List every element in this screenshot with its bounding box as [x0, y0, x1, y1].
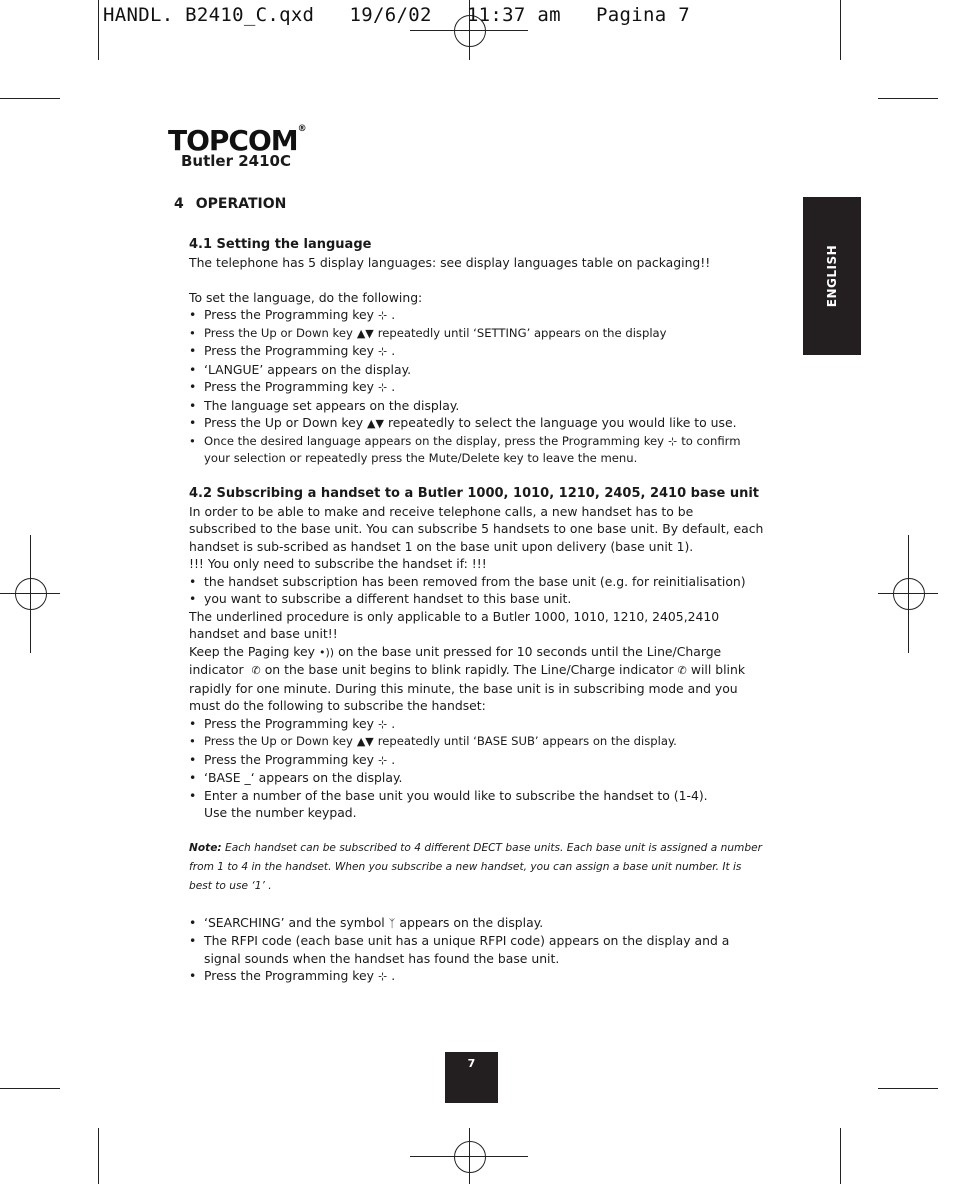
page-number: 7 — [445, 1052, 498, 1103]
list-item: • ‘BASE _‘ appears on the display. — [189, 769, 764, 787]
list-item: • Enter a number of the base unit you would like to subscribe the handset to (1-4). Use the number keypad. — [189, 787, 764, 822]
paragraph: !!! You only need to subscribe the handset if: !!! — [189, 556, 487, 571]
list-item: • you want to subscribe a different handset to this base unit. — [189, 590, 764, 608]
programming-key-icon: ⊹ — [377, 381, 388, 394]
list-item: • The language set appears on the display. — [189, 397, 764, 415]
list-item: • Press the Up or Down key ▲▼ repeatedly until ‘SETTING’ appears on the display — [189, 325, 764, 343]
crop-mark — [878, 98, 938, 99]
crop-mark — [98, 1128, 99, 1184]
programming-key-icon: ⊹ — [377, 753, 388, 767]
brand-logo: TOPCOM® — [168, 124, 307, 157]
registration-mark — [454, 1141, 486, 1173]
subsection-heading: 4.2 Subscribing a handset to a Butler 1000, 1010, 1210, 2405, 2410 base unit — [189, 486, 760, 501]
line-charge-icon: ✆ — [677, 664, 687, 677]
list-item: • Press the Programming key ⊹ . — [189, 751, 764, 770]
language-tab: ENGLISH — [803, 197, 861, 355]
list-item: • Press the Programming key ⊹ . — [189, 306, 764, 325]
list-item: • Press the Programming key ⊹ . — [189, 378, 764, 397]
up-down-arrows-icon: ▲▼ — [356, 735, 374, 748]
list-item: • Press the Programming key ⊹ . — [189, 342, 764, 361]
crop-mark — [878, 1088, 938, 1089]
subsection-heading: 4.1 Setting the language — [189, 237, 372, 252]
list-item: • Press the Up or Down key ▲▼ repeatedly until ‘BASE SUB’ appears on the display. — [189, 733, 764, 751]
list-item: • Press the Programming key ⊹ . — [189, 967, 764, 986]
file-slug: HANDL. B2410_C.qxd 19/6/02 11:37 am Pagina 7 — [103, 4, 690, 26]
up-down-arrows-icon: ▲▼ — [356, 326, 374, 340]
paragraph: In order to be able to make and receive telephone calls, a new handset has to be subscribed to the base unit. You can subscribe 5 handsets to one base unit. By default, each handset is sub-scribed as handset 1 on the base unit upon delivery (base unit 1). — [189, 503, 764, 554]
crop-mark — [840, 0, 841, 60]
paragraph: To set the language, do the following: — [189, 289, 423, 305]
programming-key-icon: ⊹ — [377, 970, 388, 983]
programming-key-icon: ⊹ — [668, 434, 678, 448]
programming-key-icon: ⊹ — [377, 309, 388, 322]
programming-key-icon: ⊹ — [377, 717, 388, 731]
page-content — [189, 236, 764, 986]
crop-mark — [0, 98, 60, 99]
section-heading: 4 OPERATION — [174, 196, 287, 212]
registration-mark — [893, 578, 925, 610]
registration-mark — [15, 578, 47, 610]
list-item: • ‘SEARCHING’ and the symbol ᛉ appears on the display. — [189, 914, 764, 933]
crop-mark — [0, 1088, 60, 1089]
up-down-arrows-icon: ▲▼ — [367, 417, 384, 430]
paragraph: The telephone has 5 display languages: see display languages table on packaging!! — [189, 254, 711, 270]
paging-key-icon: •)) — [319, 645, 335, 659]
list-item: • Once the desired language appears on the display, press the Programming key ⊹ to confirm your selection or repeatedly press the Mute/Delete key to leave the menu. — [189, 433, 764, 468]
antenna-symbol-icon: ᛉ — [388, 916, 396, 930]
crop-mark — [98, 0, 99, 60]
list-item: • the handset subscription has been removed from the base unit (e.g. for reinitialisation) — [189, 573, 764, 591]
list-item: • The RFPI code (each base unit has a unique RFPI code) appears on the display and a signal sounds when the handset has found the base unit. — [189, 932, 764, 967]
note: Note: Each handset can be subscribed to 4 different DECT base units. Each base unit is assigned a number from 1 to 4 in the handset. When you subscribe a new handset, you can assign a base unit number. It is best to use ‘1’ . — [189, 842, 762, 892]
paragraph: The underlined procedure is only applicable to a Butler 1000, 1010, 1210, 2405,2410 handset and base unit!! — [189, 608, 720, 641]
list-item: • ‘LANGUE’ appears on the display. — [189, 361, 764, 379]
model-name: Butler 2410C — [181, 152, 291, 170]
crop-mark — [840, 1128, 841, 1184]
line-charge-icon: ✆ — [251, 664, 261, 677]
programming-key-icon: ⊹ — [377, 345, 388, 358]
paragraph: Keep the Paging key •)) on the base unit pressed for 10 seconds until the Line/Charge indicator ✆ on the base unit begins to blink rapidly. The Line/Charge indicator ✆ will blink rapidly for one minute. During this minute, the base unit is in subscribing mode and you must do the following to subscribe the handset: — [189, 643, 745, 713]
list-item: • Press the Up or Down key ▲▼ repeatedly to select the language you would like to use. — [189, 414, 764, 433]
list-item: • Press the Programming key ⊹ . — [189, 715, 764, 734]
